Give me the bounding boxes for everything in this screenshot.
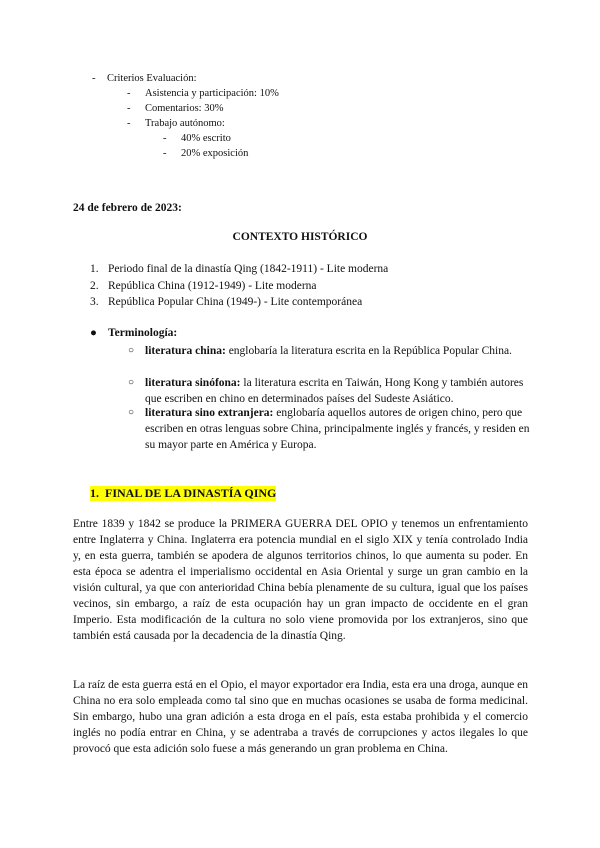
list-dash: - [127,118,131,129]
term-name: literatura sino extranjera: [145,407,274,419]
paragraph: Entre 1839 y 1842 se produce la PRIMERA GUERRA DEL OPIO y tenemos un enfrentamiento entre Inglaterra y China. Inglaterra era potencia mundial en el siglo XIX y tenía controlado India y, en esta guerra, también se apodera de algunos territorios chinos, lo que aumenta su poder. En esta época se adentra el imperialismo occidental en Asia Oriental y surge un gran cambio en la visión cultural, ya que con anterioridad China bebía plenamente de su cultura, igual que los países vecinos, sin embargo, a raíz de esta ocupación hay un gran impacto de occidente en el gran Imperio. Esta modificación de la cultura no solo viene promovida por los extranjeros, sino que también está causada por la decadencia de la dinastía Qing. [73,518,528,642]
list-number: 2. [90,280,99,292]
term-name: literatura china: [145,345,226,357]
list-dash: - [127,88,131,99]
criteria-heading: Criterios Evaluación: [107,73,197,84]
list-number: 1. [90,263,99,275]
list-number: 3. [90,296,99,308]
paragraph: La raíz de esta guerra está en el Opio, el mayor exportador era India, esta era una droga, aunque en China no era solo empleada como tal sino que en muchas ocasiones se usaba de forma medicinal. Sin embargo, hubo una gran adición a esta droga en el país, esta estaba prohibida y el comercio inglés no podía entrar en China, y se adentraba a través de corrupciones y actos ilegales lo que provocó que esta adición solo fuese a más generando un gran problema en China. [73,679,528,755]
period-item: Periodo final de la dinastía Qing (1842-1911) - Lite moderna [108,263,389,275]
term-definition: englobaría la literatura escrita en la República Popular China. [228,345,512,357]
term-entry [145,343,535,359]
page-title: CONTEXTO HISTÓRICO [232,231,368,243]
list-dash: - [92,73,96,84]
criteria-subitem: 20% exposición [181,148,249,159]
criteria-item: Trabajo autónomo: [145,118,225,129]
terminology-heading: Terminología: [108,327,178,339]
section-title: FINAL DE LA DINASTÍA QING [105,486,277,500]
list-dash: - [163,133,167,144]
period-item: República China (1912-1949) - Lite moderna [108,280,317,292]
bullet-dot-icon: ● [90,327,97,339]
date-heading: 24 de febrero de 2023: [73,202,182,214]
list-dash: - [127,103,131,114]
circle-bullet-icon: ○ [128,407,135,418]
term-name: literatura sinófona: [145,377,241,389]
term-entry [145,375,535,407]
term-definition: la literatura escrita en Taiwán, Hong Kong y también autores que escriben en chino en determinados países del Sudeste Asiático. [145,377,524,405]
term-definition: englobaría aquellos autores de origen chino, pero que escriben en otras lenguas sobre China, principalmente inglés y francés, y residen en su mayor parte en América y Europa. [145,407,530,451]
criteria-item: Asistencia y participación: 10% [145,88,279,99]
period-item: República Popular China (1949-) - Lite contemporánea [108,296,363,308]
section-number: 1. [90,486,99,500]
list-dash: - [163,148,167,159]
section-heading [90,486,276,501]
criteria-subitem: 40% escrito [181,133,231,144]
criteria-item: Comentarios: 30% [145,103,224,114]
circle-bullet-icon: ○ [128,377,135,388]
circle-bullet-icon: ○ [128,345,135,356]
term-entry [145,405,535,453]
